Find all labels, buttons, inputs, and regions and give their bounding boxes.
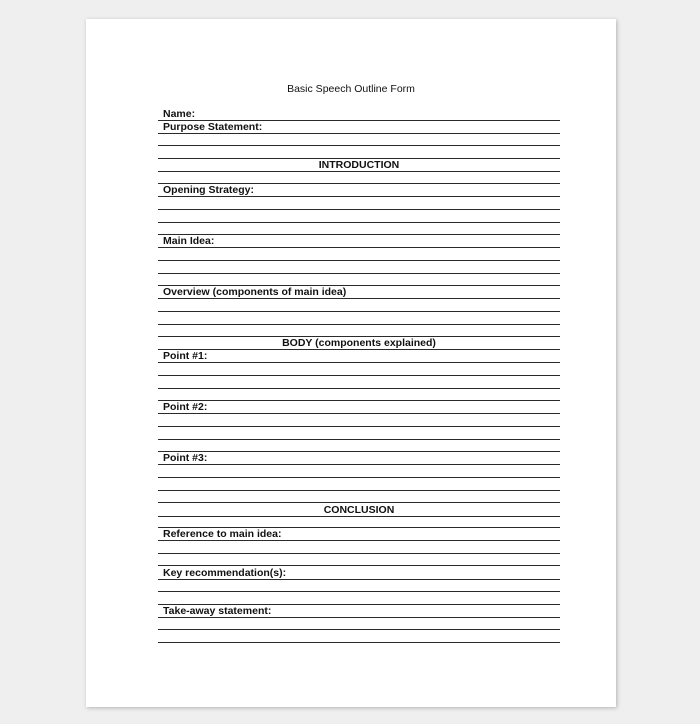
introduction-heading: INTRODUCTION — [318, 159, 400, 171]
point1-label: Point #1: — [163, 350, 208, 362]
overview-line[interactable] — [158, 298, 560, 299]
opening-label: Opening Strategy: — [163, 184, 255, 196]
body-line[interactable] — [158, 349, 560, 350]
reference-line[interactable] — [158, 553, 560, 554]
key-rec-line[interactable] — [158, 579, 560, 580]
name-label: Name: — [163, 108, 196, 120]
key-recommendation-label: Key recommendation(s): — [163, 567, 287, 579]
point2-line[interactable] — [158, 451, 560, 452]
point3-line[interactable] — [158, 477, 560, 478]
takeaway-line[interactable] — [158, 629, 560, 630]
opening-line[interactable] — [158, 196, 560, 197]
overview-line[interactable] — [158, 311, 560, 312]
takeaway-line[interactable] — [158, 617, 560, 618]
takeaway-line[interactable] — [158, 642, 560, 643]
reference-label: Reference to main idea: — [163, 528, 282, 540]
point2-line[interactable] — [158, 413, 560, 414]
key-rec-line[interactable] — [158, 591, 560, 592]
main-idea-line[interactable] — [158, 260, 560, 261]
purpose-line[interactable] — [158, 145, 560, 146]
form-page — [86, 19, 616, 707]
main-idea-line[interactable] — [158, 273, 560, 274]
point2-line[interactable] — [158, 439, 560, 440]
reference-line[interactable] — [158, 540, 560, 541]
overview-line[interactable] — [158, 324, 560, 325]
opening-line[interactable] — [158, 209, 560, 210]
point1-line[interactable] — [158, 400, 560, 401]
point1-line[interactable] — [158, 362, 560, 363]
main-idea-line[interactable] — [158, 247, 560, 248]
conclusion-line[interactable] — [158, 516, 560, 517]
overview-label: Overview (components of main idea) — [163, 286, 347, 298]
conclusion-heading: CONCLUSION — [323, 504, 395, 516]
opening-line[interactable] — [158, 234, 560, 235]
intro-line[interactable] — [158, 171, 560, 172]
reference-line[interactable] — [158, 565, 560, 566]
point3-label: Point #3: — [163, 452, 208, 464]
point3-line[interactable] — [158, 502, 560, 503]
opening-line[interactable] — [158, 222, 560, 223]
purpose-line[interactable] — [158, 133, 560, 134]
point2-line[interactable] — [158, 426, 560, 427]
body-heading: BODY (components explained) — [282, 337, 436, 349]
point1-line[interactable] — [158, 388, 560, 389]
point3-line[interactable] — [158, 490, 560, 491]
purpose-label: Purpose Statement: — [163, 121, 263, 133]
point1-line[interactable] — [158, 375, 560, 376]
takeaway-label: Take-away statement: — [163, 605, 272, 617]
point3-line[interactable] — [158, 464, 560, 465]
form-title: Basic Speech Outline Form — [287, 83, 415, 95]
main-idea-label: Main Idea: — [163, 235, 215, 247]
point2-label: Point #2: — [163, 401, 208, 413]
